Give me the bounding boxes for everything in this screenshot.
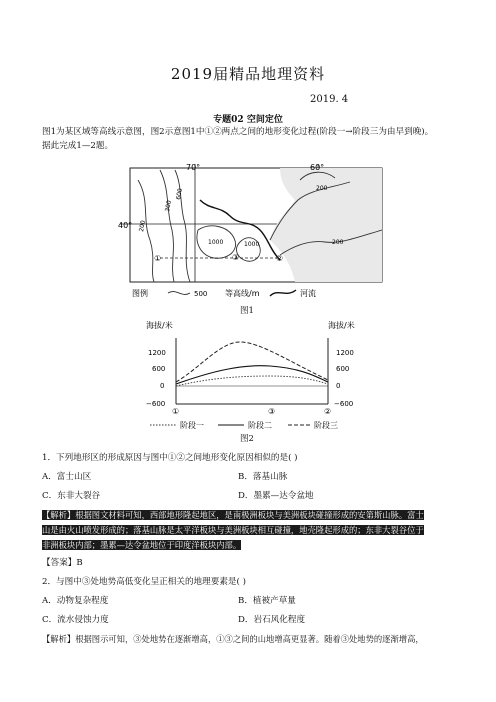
ytick-left: 1200 [148, 349, 166, 357]
legend-title: 图例 [132, 289, 148, 298]
ytick-right: 0 [336, 382, 341, 390]
q1-analysis-line-1 [42, 508, 462, 522]
legend-contour-value: 500 [194, 290, 208, 298]
contour-label: 200 [138, 219, 147, 233]
contour-label: 300 [164, 199, 173, 213]
legend-stage-3: 阶段三 [314, 421, 338, 430]
q1-option-d: D．墨累—达令盆地 [238, 491, 314, 501]
q1-analysis-line-2 [42, 523, 462, 537]
contour-label: 1000 [244, 241, 260, 248]
figure-2-profile-chart [140, 318, 370, 430]
document-date: 2019. 4 [310, 94, 349, 105]
legend-stage-2: 阶段二 [248, 421, 272, 430]
contour-label: 600 [175, 187, 184, 201]
stage-1-curve [176, 376, 328, 386]
ytick-left: −600 [146, 400, 166, 408]
q2-option-b: B．植被产草量 [238, 596, 296, 606]
point-2-label: ② [276, 254, 284, 263]
q1-answer: 【答案】B [42, 558, 83, 568]
ytick-right: 1200 [336, 349, 354, 357]
ytick-left: 600 [152, 365, 166, 373]
q1-analysis-text: 非洲板块内部；墨累—达令盆地位于印度洋板块内部。 [42, 540, 242, 550]
xlabel: ② [324, 407, 332, 416]
contour-label: 200 [316, 185, 328, 192]
point-3-label: ③ [232, 253, 240, 262]
q2-option-c: C．流水侵蚀力度 [42, 615, 109, 625]
section-title: 专题02 空间定位 [213, 115, 283, 125]
legend-river-label: 河流 [300, 289, 316, 298]
q1-option-a: A．富士山区 [42, 472, 92, 482]
figure-2-caption: 图2 [240, 434, 254, 444]
figure-1-contour-map [120, 160, 390, 310]
q2-option-a: A．动物复杂程度 [42, 596, 109, 606]
document-title: 2019届精品地理资料 [170, 65, 326, 83]
contour-label: 1000 [208, 239, 224, 246]
ytick-right: −600 [334, 400, 354, 408]
ylabel-right: 海拔/米 [328, 321, 355, 330]
legend-contour-icon [168, 292, 190, 295]
q1-analysis-text: 山是由火山喷发形成的；落基山脉是太平洋板块与美洲板块相互碰撞，地壳隆起形成的；东非大裂谷位于 [42, 525, 424, 535]
ytick-left: 0 [160, 382, 165, 390]
ylabel-left: 海拔/米 [146, 321, 173, 330]
lon-label-left: 70° [186, 163, 201, 172]
lat-label: 40° [118, 221, 133, 230]
q1-stem: 1．下列地形区的形成原因与图中①②之间地形变化原因相似的是( ) [42, 453, 298, 463]
ytick-right: 600 [336, 365, 350, 373]
intro-line-2: 据此完成1—2题。 [42, 141, 114, 151]
legend-contour-label: 等高线/m [225, 289, 260, 298]
legend-stage-1: 阶段一 [180, 421, 204, 430]
q1-option-c: C．东非大裂谷 [42, 491, 101, 501]
q1-analysis-text: 【解析】根据图文材料可知，西部地形隆起地区，是南极洲板块与美洲板块碰撞形成的安第斯山脉。富士 [42, 510, 424, 520]
lon-label-right: 60° [310, 163, 325, 172]
q1-option-b: B．落基山脉 [238, 472, 288, 482]
legend-river-icon [270, 290, 296, 296]
q2-option-d: D．岩石风化程度 [238, 615, 306, 625]
contour-label: 200 [332, 239, 344, 246]
q2-stem: 2．与图中③处地势高低变化呈正相关的地理要素是( ) [42, 577, 246, 587]
q2-analysis-line-1: 【解析】根据图示可知，③处地势在逐渐增高，①③之间的山地增高更显著。随着③处地势的逐渐增高， [42, 634, 424, 644]
point-1-label: ① [154, 254, 162, 263]
xlabel: ③ [268, 407, 276, 416]
intro-line-1: 图1为某区域等高线示意图，图2示意图1中①②两点之间的地形变化过程(阶段一→阶段三为由早到晚)。 [42, 127, 434, 137]
q1-analysis-line-3 [42, 538, 462, 552]
xlabel: ① [172, 407, 180, 416]
figure-1-caption: 图1 [240, 306, 254, 316]
